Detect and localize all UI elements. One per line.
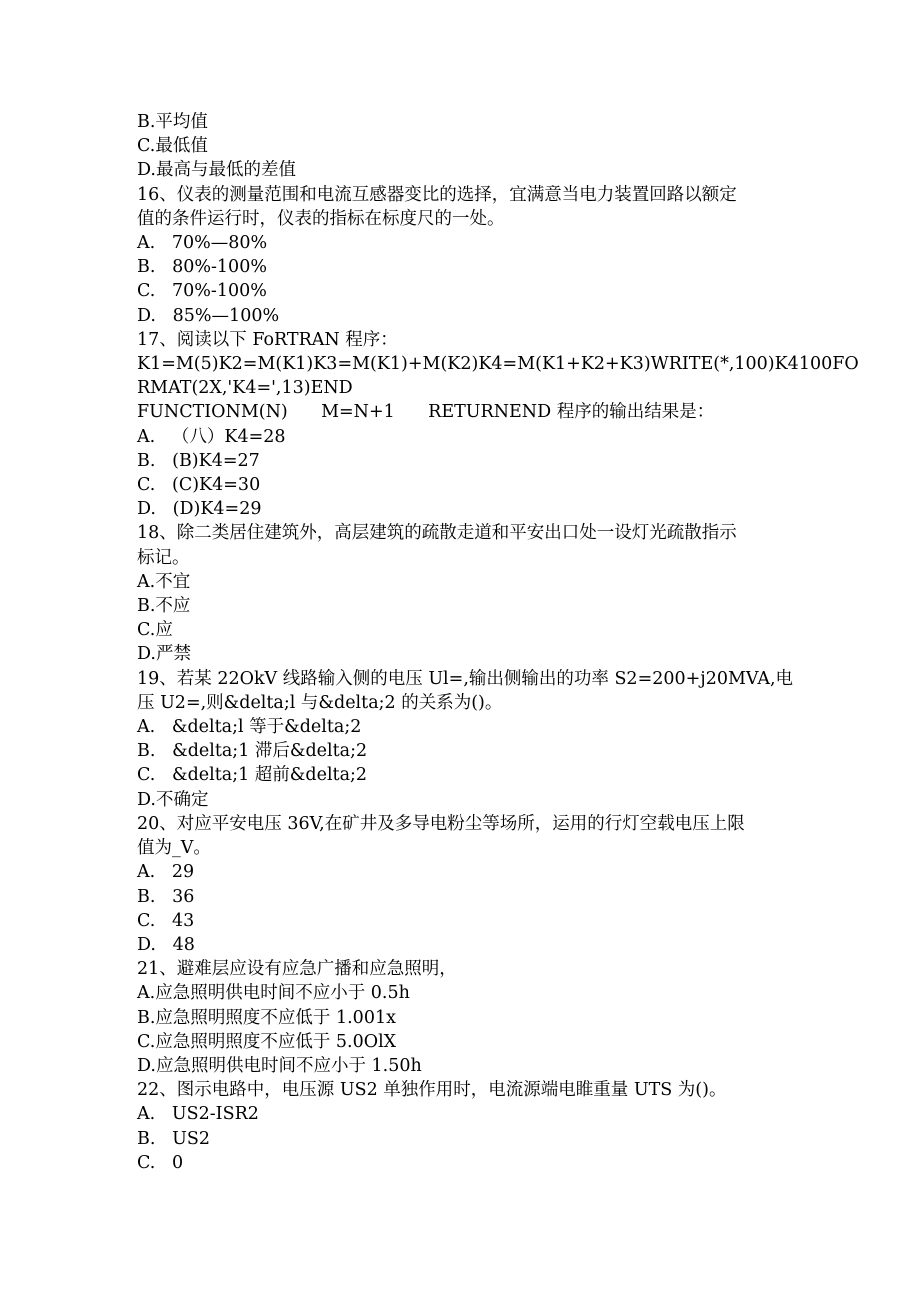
text-line: 值的条件运行时，仪表的指标在标度尺的一处。 [137, 208, 505, 229]
text-line: B.平均值 [137, 112, 208, 132]
option-line: C. (C)K4=30 [137, 475, 261, 496]
question-22: 22、图示电路中，电压源 US2 单独作用时，电流源端电睢重量 UTS 为()。 [137, 1080, 727, 1101]
code-line: RMAT(2X,'K4=',13)END [137, 378, 353, 399]
option-line: B. &delta;1 滞后&delta;2 [137, 741, 368, 762]
option-line: D.不确定 [137, 789, 209, 810]
option-line: C. &delta;1 超前&delta;2 [137, 765, 368, 786]
option-line: A. 70%—80% [137, 233, 268, 254]
option-line: A.应急照明供电时间不应小于 0.5h [137, 983, 410, 1004]
question-19: 19、若某 22OkV 线路输入侧的电压 Ul=,输出侧输出的功率 S2=200+j20MVA,电 [137, 668, 794, 689]
option-line: D.应急照明供电时间不应小于 1.50h [137, 1055, 422, 1076]
text-line: 压 U2=,则&delta;l 与&delta;2 的关系为()。 [137, 692, 503, 713]
option-line: B. US2 [137, 1128, 210, 1149]
code-line: FUNCTIONM(N) M=N+1 RETURNEND 程序的输出结果是： [137, 402, 715, 423]
option-line: C. 43 [137, 910, 195, 931]
option-line: D. (D)K4=29 [137, 499, 262, 520]
option-line: D.严禁 [137, 644, 191, 665]
option-line: A. &delta;l 等于&delta;2 [137, 717, 362, 738]
text-line: D.最高与最低的差值 [137, 160, 296, 181]
code-line: K1=M(5)K2=M(K1)K3=M(K1)+M(K2)K4=M(K1+K2+K3)WRITE(*,100)K4100FO [137, 354, 859, 375]
option-line: B. 36 [137, 886, 195, 907]
option-line: D. 85%—100% [137, 305, 280, 326]
option-line: C. 0 [137, 1152, 184, 1173]
option-line: B.应急照明照度不应低于 1.001x [137, 1007, 396, 1028]
text-line: 标记。 [137, 547, 190, 568]
option-line: B. (B)K4=27 [137, 450, 260, 471]
question-17: 17、阅读以下 FoRTRAN 程序： [137, 329, 398, 350]
option-line: C. 70%-100% [137, 281, 267, 302]
question-21: 21、避难层应设有应急广播和应急照明， [137, 959, 457, 980]
document-page [137, 110, 859, 1175]
option-line: D. 48 [137, 934, 195, 955]
text-line: 值为_V。 [137, 838, 211, 859]
option-line: A. 29 [137, 862, 195, 883]
question-16: 16、仪表的测量范围和电流互感器变比的选择，宜满意当电力装置回路以额定 [137, 184, 737, 205]
option-line: A. （八）K4=28 [137, 426, 286, 447]
question-20: 20、对应平安电压 36V,在矿井及多导电粉尘等场所，运用的行灯空载电压上限 [137, 813, 745, 834]
option-line: C.应 [137, 620, 173, 641]
option-line: A. US2-ISR2 [137, 1104, 259, 1125]
option-line: A.不宜 [137, 571, 191, 592]
option-line: B.不应 [137, 596, 191, 617]
question-18: 18、除二类居住建筑外，高层建筑的疏散走道和平安出口处一设灯光疏散指示 [137, 523, 737, 544]
text-line: C.最低值 [137, 136, 208, 157]
option-line: C.应急照明照度不应低于 5.0OlX [137, 1031, 397, 1052]
option-line: B. 80%-100% [137, 257, 267, 278]
